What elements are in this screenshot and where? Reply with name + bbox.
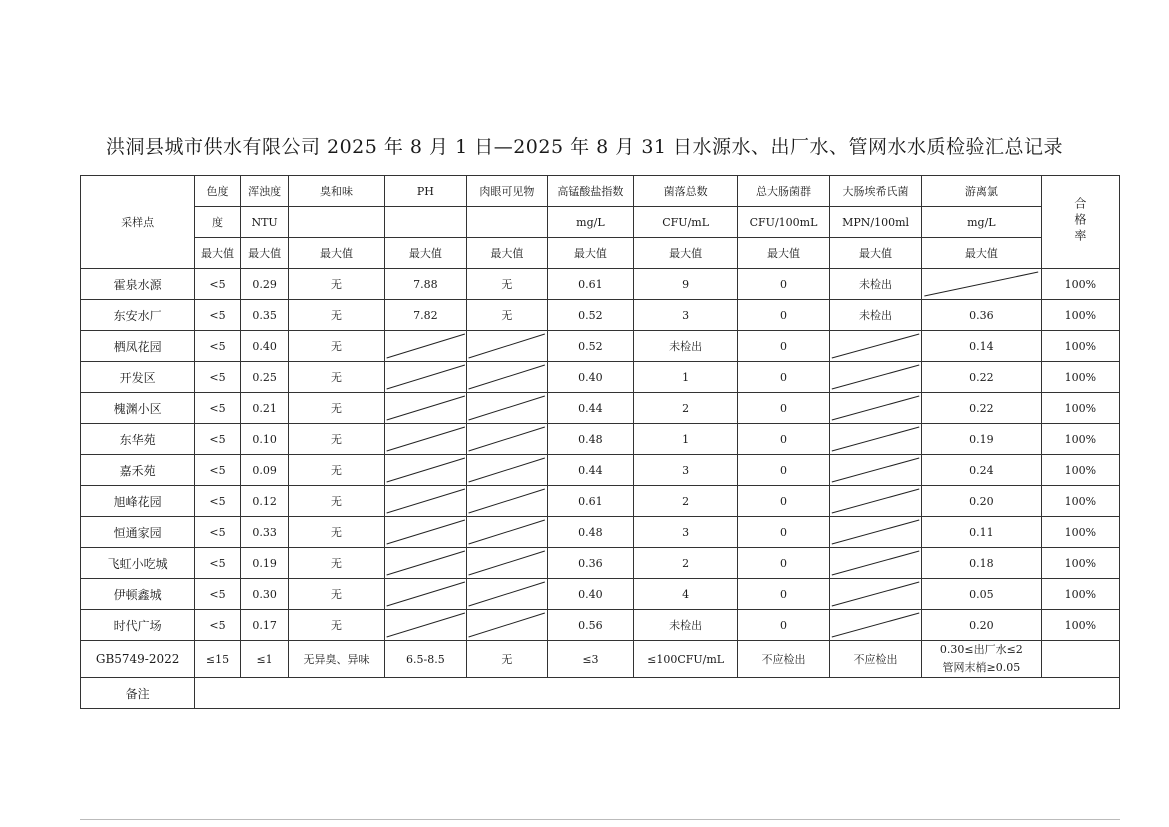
value-cell: 0 xyxy=(737,424,829,455)
column-stat: 最大值 xyxy=(195,238,240,269)
slash-mark xyxy=(830,393,921,423)
value-cell: <5 xyxy=(195,486,240,517)
column-name: 菌落总数 xyxy=(634,176,738,207)
slash-mark xyxy=(385,393,467,423)
not-applicable-cell xyxy=(467,424,547,455)
table-row xyxy=(81,610,1120,641)
slash-mark xyxy=(467,455,546,485)
slash-mark xyxy=(830,362,921,392)
value-cell: 0 xyxy=(737,300,829,331)
column-stat: 最大值 xyxy=(634,238,738,269)
column-name: 浑浊度 xyxy=(240,176,289,207)
not-applicable-cell xyxy=(384,486,467,517)
table-row xyxy=(81,455,1120,486)
sample-site: 恒通家园 xyxy=(81,517,195,548)
slash-mark xyxy=(830,424,921,454)
column-unit xyxy=(289,207,384,238)
value-cell: 0.36 xyxy=(922,300,1042,331)
sample-point-header: 采样点 xyxy=(81,176,195,269)
pass-rate-label: 合格率 xyxy=(1072,196,1087,245)
pass-rate-cell: 100% xyxy=(1041,517,1119,548)
pass-rate-cell: 100% xyxy=(1041,486,1119,517)
slash-mark xyxy=(830,610,921,640)
slash-mark xyxy=(830,517,921,547)
column-unit: MPN/100ml xyxy=(830,207,922,238)
value-cell: <5 xyxy=(195,517,240,548)
header-row-units xyxy=(81,207,1120,238)
value-cell: 0 xyxy=(737,269,829,300)
value-cell: 无 xyxy=(467,269,547,300)
column-unit: mg/L xyxy=(922,207,1042,238)
value-cell: 无 xyxy=(289,579,384,610)
value-cell: 0 xyxy=(737,579,829,610)
value-cell: 0 xyxy=(737,517,829,548)
column-name: 高锰酸盐指数 xyxy=(547,176,634,207)
not-applicable-cell xyxy=(384,424,467,455)
standard-limit: 无 xyxy=(467,641,547,678)
value-cell: 0.56 xyxy=(547,610,634,641)
column-unit: CFU/100mL xyxy=(737,207,829,238)
value-cell: 无 xyxy=(289,486,384,517)
page-title: 洪洞县城市供水有限公司 2025 年 8 月 1 日—2025 年 8 月 31 日水源水、出厂水、管网水水质检验汇总记录 xyxy=(105,136,1064,158)
column-name: 肉眼可见物 xyxy=(467,176,547,207)
value-cell: 无 xyxy=(289,610,384,641)
slash-mark xyxy=(385,331,467,361)
pass-rate-cell: 100% xyxy=(1041,579,1119,610)
slash-mark xyxy=(467,393,546,423)
value-cell: 0.44 xyxy=(547,393,634,424)
value-cell: 无 xyxy=(289,455,384,486)
value-cell: 0.21 xyxy=(240,393,289,424)
value-cell: 0.14 xyxy=(922,331,1042,362)
value-cell: 0 xyxy=(737,393,829,424)
value-cell: 0.10 xyxy=(240,424,289,455)
slash-mark xyxy=(385,548,467,578)
value-cell: 无 xyxy=(289,362,384,393)
pass-rate-cell: 100% xyxy=(1041,455,1119,486)
sample-site: 时代广场 xyxy=(81,610,195,641)
slash-mark xyxy=(385,455,467,485)
value-cell: 7.88 xyxy=(384,269,467,300)
slash-mark xyxy=(385,486,467,516)
value-cell: <5 xyxy=(195,579,240,610)
not-applicable-cell xyxy=(467,548,547,579)
not-applicable-cell xyxy=(384,455,467,486)
slash-mark xyxy=(830,486,921,516)
column-name: 臭和味 xyxy=(289,176,384,207)
value-cell: 0.17 xyxy=(240,610,289,641)
value-cell: 未检出 xyxy=(830,269,922,300)
column-stat: 最大值 xyxy=(467,238,547,269)
not-applicable-cell xyxy=(830,517,922,548)
value-cell: 无 xyxy=(289,393,384,424)
standard-limit: 无异臭、异味 xyxy=(289,641,384,678)
sample-site: 东安水厂 xyxy=(81,300,195,331)
value-cell: 无 xyxy=(289,300,384,331)
pass-rate-header xyxy=(1041,176,1119,269)
column-name: 色度 xyxy=(195,176,240,207)
table-row xyxy=(81,424,1120,455)
column-unit xyxy=(384,207,467,238)
not-applicable-cell xyxy=(467,455,547,486)
value-cell: 0.40 xyxy=(240,331,289,362)
table-row xyxy=(81,362,1120,393)
not-applicable-cell xyxy=(384,331,467,362)
value-cell: 0.40 xyxy=(547,579,634,610)
chlorine-standard-line1: 0.30≤出厂水≤2 xyxy=(939,643,1023,656)
slash-mark xyxy=(385,424,467,454)
value-cell: 0.48 xyxy=(547,424,634,455)
chlorine-standard xyxy=(922,641,1042,678)
not-applicable-cell xyxy=(467,486,547,517)
standard-limit: ≤15 xyxy=(195,641,240,678)
value-cell: <5 xyxy=(195,455,240,486)
page-bottom-rule xyxy=(80,819,1120,820)
chlorine-standard-line2: 管网末梢≥0.05 xyxy=(942,661,1021,674)
value-cell: 9 xyxy=(634,269,738,300)
value-cell: 未检出 xyxy=(634,610,738,641)
not-applicable-cell xyxy=(830,579,922,610)
not-applicable-cell xyxy=(830,548,922,579)
slash-mark xyxy=(467,424,546,454)
not-applicable-cell xyxy=(830,455,922,486)
not-applicable-cell xyxy=(467,393,547,424)
standard-limit: 不应检出 xyxy=(737,641,829,678)
sample-site: 旭峰花园 xyxy=(81,486,195,517)
column-name: 大肠埃希氏菌 xyxy=(830,176,922,207)
value-cell: 0.24 xyxy=(922,455,1042,486)
value-cell: 0.20 xyxy=(922,610,1042,641)
table-row xyxy=(81,300,1120,331)
pass-rate-cell: 100% xyxy=(1041,393,1119,424)
not-applicable-cell xyxy=(467,362,547,393)
value-cell: 0.36 xyxy=(547,548,634,579)
column-unit: CFU/mL xyxy=(634,207,738,238)
column-stat: 最大值 xyxy=(547,238,634,269)
not-applicable-cell xyxy=(384,517,467,548)
remarks-row xyxy=(81,678,1120,709)
slash-mark xyxy=(467,517,546,547)
sample-site: 伊顿鑫城 xyxy=(81,579,195,610)
value-cell: 0.20 xyxy=(922,486,1042,517)
slash-mark xyxy=(385,579,467,609)
value-cell: 0.22 xyxy=(922,362,1042,393)
value-cell: <5 xyxy=(195,300,240,331)
slash-mark xyxy=(467,548,546,578)
value-cell: 0.30 xyxy=(240,579,289,610)
value-cell: <5 xyxy=(195,362,240,393)
value-cell: 无 xyxy=(289,331,384,362)
table-row xyxy=(81,579,1120,610)
remarks-content xyxy=(195,678,1120,709)
table-row xyxy=(81,517,1120,548)
slash-mark xyxy=(385,517,467,547)
slash-mark xyxy=(385,610,467,640)
slash-mark xyxy=(467,331,546,361)
value-cell: 0.25 xyxy=(240,362,289,393)
value-cell: 1 xyxy=(634,424,738,455)
value-cell: 0.61 xyxy=(547,486,634,517)
not-applicable-cell xyxy=(384,579,467,610)
sample-site: 东华苑 xyxy=(81,424,195,455)
table-row xyxy=(81,331,1120,362)
pass-rate-cell: 100% xyxy=(1041,424,1119,455)
column-stat: 最大值 xyxy=(289,238,384,269)
pass-rate-cell: 100% xyxy=(1041,610,1119,641)
standard-row xyxy=(81,641,1120,678)
value-cell: 0.35 xyxy=(240,300,289,331)
not-applicable-cell xyxy=(830,424,922,455)
header-row-stat xyxy=(81,238,1120,269)
standard-limit: ≤100CFU/mL xyxy=(634,641,738,678)
not-applicable-cell xyxy=(384,393,467,424)
slash-mark xyxy=(385,362,467,392)
value-cell: 3 xyxy=(634,517,738,548)
value-cell: <5 xyxy=(195,331,240,362)
value-cell: 未检出 xyxy=(830,300,922,331)
standard-limit: ≤1 xyxy=(240,641,289,678)
column-unit: NTU xyxy=(240,207,289,238)
sample-site: 栖凤花园 xyxy=(81,331,195,362)
value-cell: 0 xyxy=(737,455,829,486)
remarks-label: 备注 xyxy=(81,678,195,709)
value-cell: <5 xyxy=(195,424,240,455)
slash-mark xyxy=(467,610,546,640)
standard-limit: ≤3 xyxy=(547,641,634,678)
slash-mark xyxy=(922,269,1041,299)
column-unit xyxy=(467,207,547,238)
value-cell: 0.33 xyxy=(240,517,289,548)
slash-mark xyxy=(830,331,921,361)
standard-name: GB5749-2022 xyxy=(81,641,195,678)
pass-rate-cell: 100% xyxy=(1041,331,1119,362)
not-applicable-cell xyxy=(830,362,922,393)
column-stat: 最大值 xyxy=(830,238,922,269)
value-cell: <5 xyxy=(195,610,240,641)
value-cell: 0.19 xyxy=(240,548,289,579)
not-applicable-cell xyxy=(467,517,547,548)
value-cell: 0.52 xyxy=(547,300,634,331)
header-row-names xyxy=(81,176,1120,207)
value-cell: 0.18 xyxy=(922,548,1042,579)
value-cell: 0.48 xyxy=(547,517,634,548)
value-cell: 无 xyxy=(467,300,547,331)
sample-site: 嘉禾苑 xyxy=(81,455,195,486)
sample-site: 开发区 xyxy=(81,362,195,393)
value-cell: 3 xyxy=(634,300,738,331)
pass-rate-cell: 100% xyxy=(1041,362,1119,393)
value-cell: <5 xyxy=(195,393,240,424)
value-cell: 2 xyxy=(634,393,738,424)
standard-limit: 6.5-8.5 xyxy=(384,641,467,678)
value-cell: 0 xyxy=(737,548,829,579)
value-cell: 2 xyxy=(634,548,738,579)
value-cell: 无 xyxy=(289,269,384,300)
slash-mark xyxy=(830,579,921,609)
value-cell: 0.29 xyxy=(240,269,289,300)
water-quality-table xyxy=(80,175,1120,709)
sample-site: 霍泉水源 xyxy=(81,269,195,300)
standard-rate-empty xyxy=(1041,641,1119,678)
column-stat: 最大值 xyxy=(922,238,1042,269)
not-applicable-cell xyxy=(830,393,922,424)
not-applicable-cell xyxy=(467,331,547,362)
column-name: PH xyxy=(384,176,467,207)
slash-mark xyxy=(830,455,921,485)
slash-mark xyxy=(467,486,546,516)
slash-mark xyxy=(830,548,921,578)
value-cell: <5 xyxy=(195,269,240,300)
standard-limit: 不应检出 xyxy=(830,641,922,678)
sample-site: 槐渊小区 xyxy=(81,393,195,424)
value-cell: 4 xyxy=(634,579,738,610)
value-cell: 0.09 xyxy=(240,455,289,486)
not-applicable-cell xyxy=(922,269,1042,300)
value-cell: 0 xyxy=(737,610,829,641)
slash-mark xyxy=(467,362,546,392)
pass-rate-cell: 100% xyxy=(1041,300,1119,331)
pass-rate-cell: 100% xyxy=(1041,269,1119,300)
value-cell: 无 xyxy=(289,517,384,548)
value-cell: 0 xyxy=(737,331,829,362)
not-applicable-cell xyxy=(830,610,922,641)
value-cell: 0.44 xyxy=(547,455,634,486)
table-row xyxy=(81,393,1120,424)
value-cell: 未检出 xyxy=(634,331,738,362)
column-unit: mg/L xyxy=(547,207,634,238)
pass-rate-cell: 100% xyxy=(1041,548,1119,579)
not-applicable-cell xyxy=(830,331,922,362)
value-cell: 无 xyxy=(289,548,384,579)
value-cell: 0.12 xyxy=(240,486,289,517)
value-cell: 0.22 xyxy=(922,393,1042,424)
value-cell: <5 xyxy=(195,548,240,579)
column-name: 游离氯 xyxy=(922,176,1042,207)
column-stat: 最大值 xyxy=(240,238,289,269)
value-cell: 7.82 xyxy=(384,300,467,331)
table-row xyxy=(81,269,1120,300)
not-applicable-cell xyxy=(830,486,922,517)
value-cell: 1 xyxy=(634,362,738,393)
column-name: 总大肠菌群 xyxy=(737,176,829,207)
value-cell: 0.61 xyxy=(547,269,634,300)
value-cell: 2 xyxy=(634,486,738,517)
column-stat: 最大值 xyxy=(737,238,829,269)
not-applicable-cell xyxy=(467,610,547,641)
not-applicable-cell xyxy=(467,579,547,610)
table-row xyxy=(81,548,1120,579)
column-unit: 度 xyxy=(195,207,240,238)
not-applicable-cell xyxy=(384,610,467,641)
value-cell: 0.05 xyxy=(922,579,1042,610)
value-cell: 0.40 xyxy=(547,362,634,393)
column-stat: 最大值 xyxy=(384,238,467,269)
not-applicable-cell xyxy=(384,548,467,579)
slash-mark xyxy=(467,579,546,609)
not-applicable-cell xyxy=(384,362,467,393)
value-cell: 无 xyxy=(289,424,384,455)
value-cell: 0 xyxy=(737,486,829,517)
sample-site: 飞虹小吃城 xyxy=(81,548,195,579)
value-cell: 0.52 xyxy=(547,331,634,362)
value-cell: 3 xyxy=(634,455,738,486)
value-cell: 0 xyxy=(737,362,829,393)
table-row xyxy=(81,486,1120,517)
value-cell: 0.19 xyxy=(922,424,1042,455)
value-cell: 0.11 xyxy=(922,517,1042,548)
